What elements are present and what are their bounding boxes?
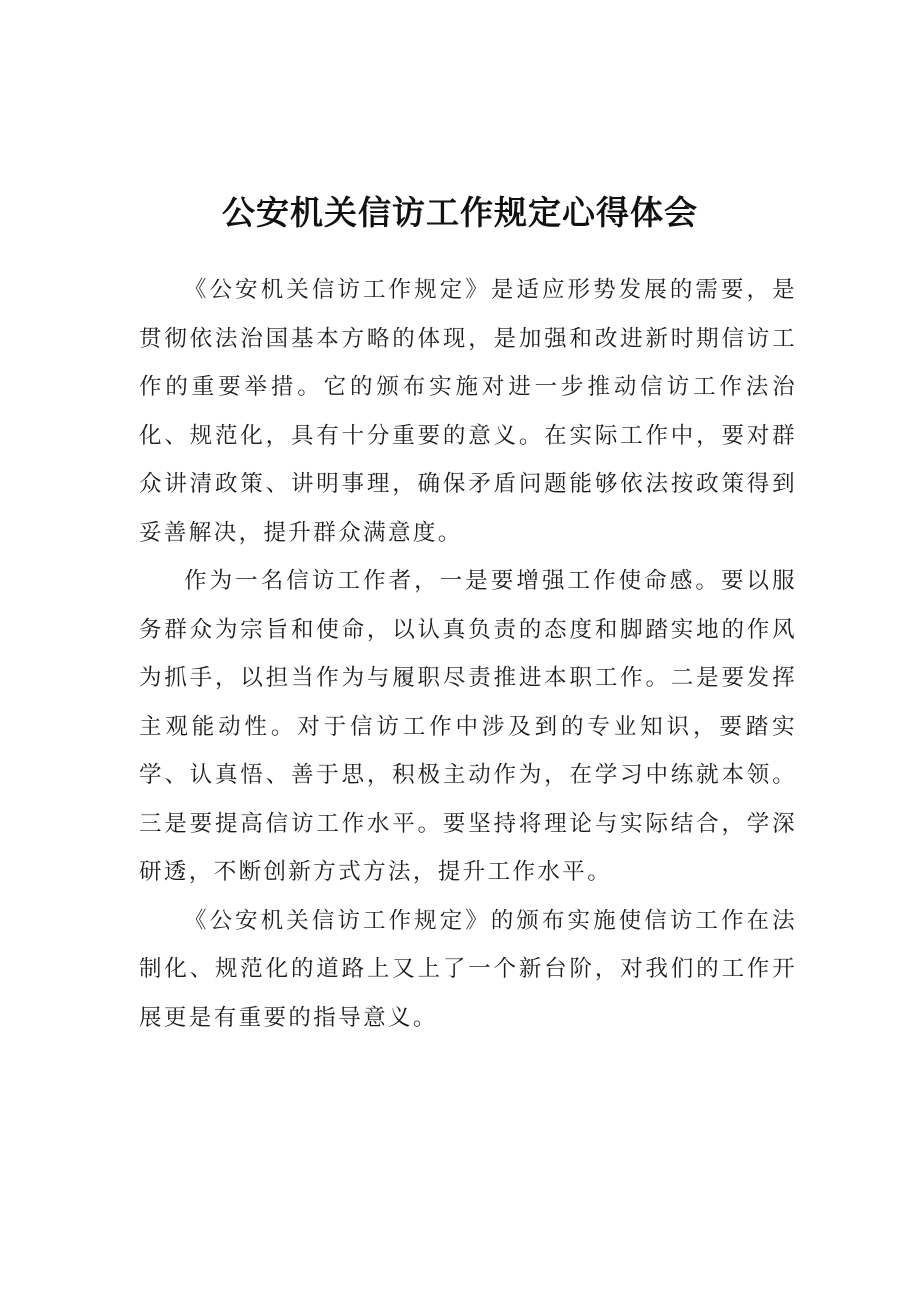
document-title: 公安机关信访工作规定心得体会 [222,193,698,233]
paragraph-3: 《公安机关信访工作规定》的颁布实施使信访工作在法制化、规范化的道路上又上了一个新台阶，对我们的工作开展更是有重要的指导意义。 [139,907,797,1031]
document-body [139,266,797,1042]
paragraph-2: 作为一名信访工作者，一是要增强工作使命感。要以服务群众为宗旨和使命，以认真负责的态度和脚踏实地的作风为抓手，以担当作为与履职尽责推进本职工作。二是要发挥主观能动性。对于信访工作中涉及到的专业知识，要踏实学、认真悟、善于思，积极主动作为，在学习中练就本领。三是要提高信访工作水平。要坚持将理论与实际结合，学深研透，不断创新方式方法，提升工作水平。 [139,568,797,885]
paragraph-1: 《公安机关信访工作规定》是适应形势发展的需要，是贯彻依法治国基本方略的体现，是加强和改进新时期信访工作的重要举措。它的颁布实施对进一步推动信访工作法治化、规范化，具有十分重要的意义。在实际工作中，要对群众讲清政策、讲明事理，确保矛盾问题能够依法按政策得到妥善解决，提升群众满意度。 [139,277,797,546]
